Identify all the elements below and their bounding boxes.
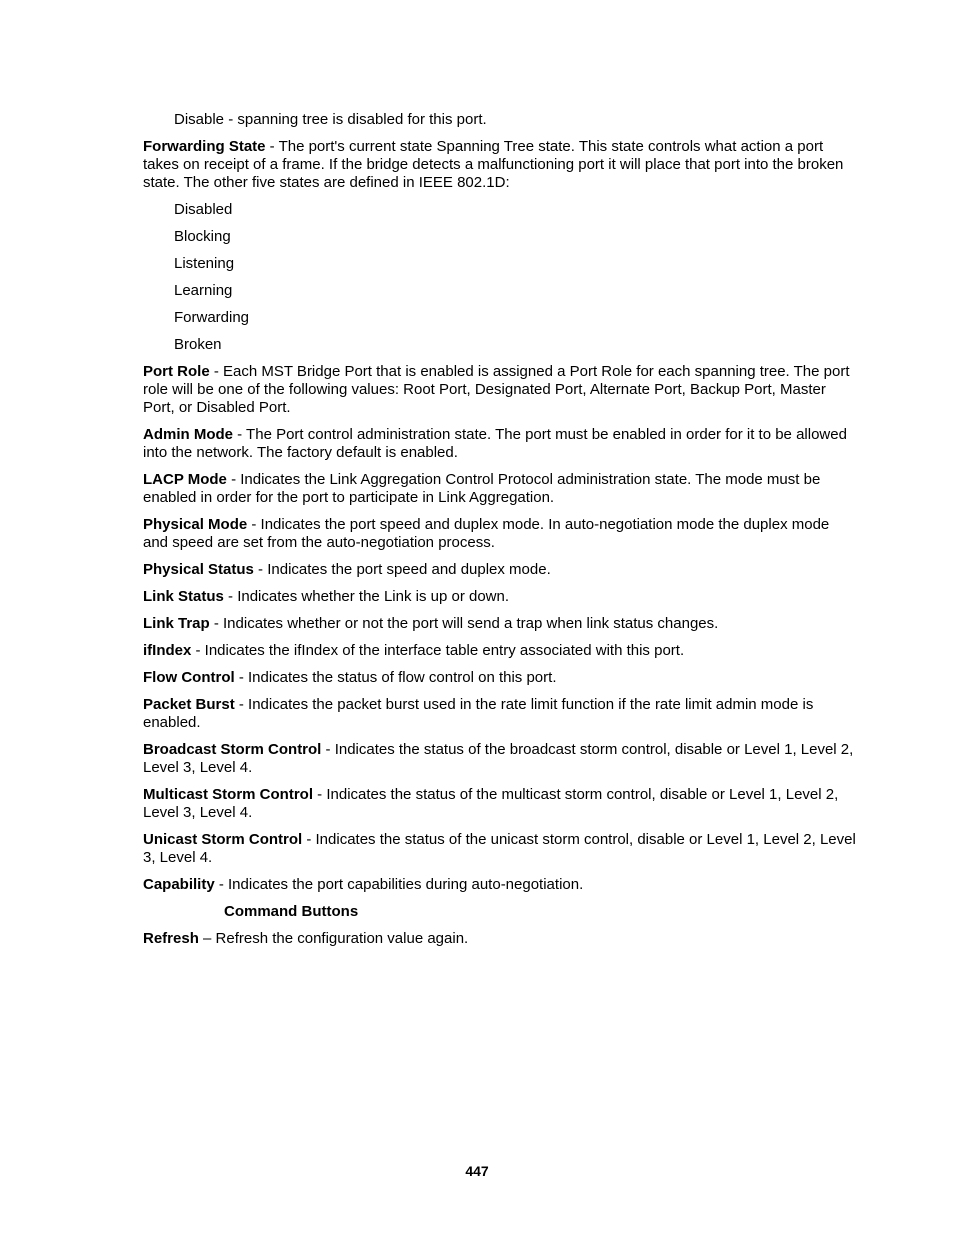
state-item: Learning [174,282,233,299]
state-item: Broken [174,336,222,353]
term-description: - Indicates the status of the broadcast storm control, disable or Level 1, Level 2, Level 3, Level 4. [143,741,854,776]
term-description: - Indicates the packet burst used in the rate limit function if the rate limit admin mode is enabled. [143,696,814,731]
term-label: Link Status [143,588,224,605]
definition-ifindex [143,642,857,660]
term-label: Forwarding State [143,138,266,155]
term-description: - Indicates the Link Aggregation Control Protocol administration state. The mode must be enabled in order for the port to participate in Link Aggregation. [143,471,821,506]
term-description: - Indicates the status of the multicast storm control, disable or Level 1, Level 2, Level 3, Level 4. [143,786,839,821]
page-number: 447 [465,1163,489,1179]
state-item: Disabled [174,201,233,218]
term-description: - Indicates the port speed and duplex mode. In auto-negotiation mode the duplex mode and speed are set from the auto-negotiation process. [143,516,830,551]
forwarding-state-paragraph [143,138,857,192]
term-description: - Indicates the status of flow control on this port. [234,669,557,686]
term-label: LACP Mode [143,471,227,488]
term-label: Refresh [143,930,199,947]
term-label: ifIndex [143,642,192,659]
term-label: Broadcast Storm Control [143,741,322,758]
definition-physical-status [143,561,857,579]
term-label: Physical Mode [143,516,248,533]
definition-flow-control [143,669,857,687]
term-description: - Indicates the port capabilities during auto-negotiation. [214,876,584,893]
definition-link-status [143,588,857,606]
term-description: - Each MST Bridge Port that is enabled is assigned a Port Role for each spanning tree. The port role will be one of the following values: Root Port, Designated Port, Alternate Port, Backup Port, Master Port, or Disabled Port. [143,363,850,416]
term-description: - The Port control administration state. The port must be enabled in order for it to be allowed into the network. The factory default is enabled. [143,426,847,461]
term-description: – Refresh the configuration value again. [198,930,469,947]
term-label: Packet Burst [143,696,235,713]
term-label: Physical Status [143,561,254,578]
definition-broadcast-storm-control [143,741,857,777]
term-label: Flow Control [143,669,235,686]
state-item: Blocking [174,228,231,245]
definition-physical-mode [143,516,857,552]
term-description: - Indicates whether or not the port will send a trap when link status changes. [209,615,719,632]
document-body [143,111,857,957]
term-label: Link Trap [143,615,210,632]
command-buttons-heading: Command Buttons [224,903,359,920]
definition-capability [143,876,857,894]
state-item: Listening [174,255,235,272]
term-label: Capability [143,876,215,893]
state-item: Forwarding [174,309,250,326]
definition-multicast-storm-control [143,786,857,822]
definition-lacp-mode [143,471,857,507]
definition-link-trap [143,615,857,633]
term-description: - The port's current state Spanning Tree state. This state controls what action a port takes on receipt of a frame. If the bridge detects a malfunctioning port it will place that port into the broken state. The other five states are defined in IEEE 802.1D: [143,138,844,191]
definition-refresh [143,930,857,948]
intro-line: Disable - spanning tree is disabled for this port. [174,111,487,128]
definition-admin-mode [143,426,857,462]
term-description: - Indicates the port speed and duplex mode. [253,561,551,578]
term-label: Unicast Storm Control [143,831,303,848]
definition-packet-burst [143,696,857,732]
definition-port-role [143,363,857,417]
term-description: - Indicates whether the Link is up or down. [223,588,510,605]
term-description: - Indicates the ifIndex of the interface table entry associated with this port. [191,642,685,659]
term-label: Multicast Storm Control [143,786,314,803]
term-label: Port Role [143,363,210,380]
term-description: - Indicates the status of the unicast storm control, disable or Level 1, Level 2, Level 3, Level 4. [143,831,856,866]
definition-unicast-storm-control [143,831,857,867]
term-label: Admin Mode [143,426,233,443]
